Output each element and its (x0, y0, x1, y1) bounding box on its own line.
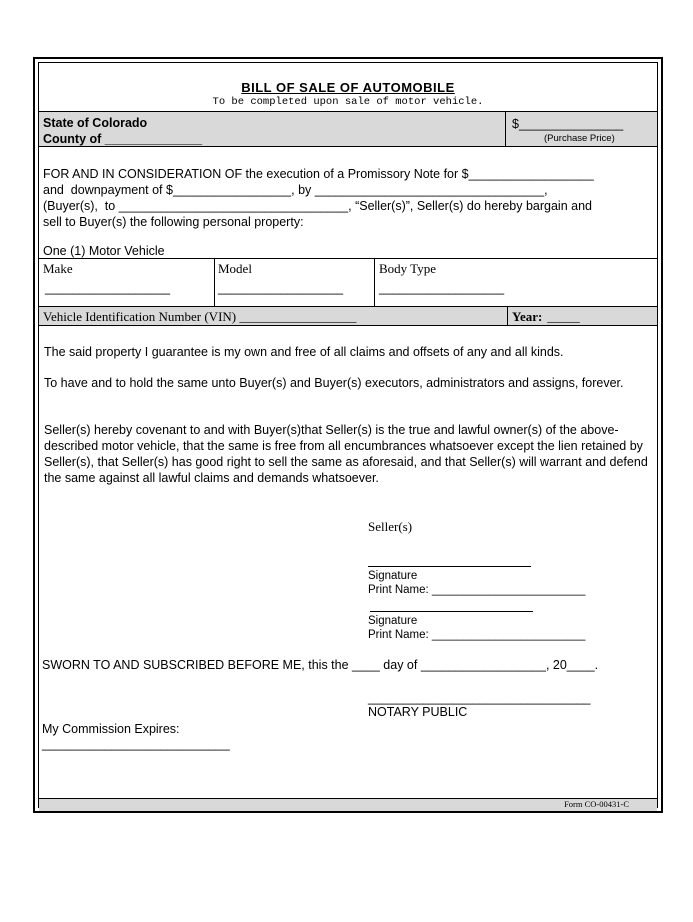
seller-2-signature-line[interactable] (370, 611, 533, 612)
vin-field[interactable]: Vehicle Identification Number (VIN) __________________ (43, 309, 357, 324)
form-title: BILL OF SALE OF AUTOMOBILE (241, 80, 455, 95)
form-inner-border (38, 62, 658, 808)
consideration-line-3: (Buyer(s), to _________________________________, “Seller(s)”, Seller(s) do hereby bargain and (43, 199, 592, 213)
divider (39, 306, 657, 307)
model-label: Model (218, 261, 252, 276)
year-label: Year: (512, 309, 543, 324)
notary-signature-line[interactable]: ________________________________ (368, 691, 591, 705)
consideration-line-4: sell to Buyer(s) the following personal property: (43, 215, 304, 229)
divider (39, 258, 657, 259)
divider (507, 307, 508, 325)
model-field[interactable]: __________________ (218, 281, 344, 295)
form-outer-border (33, 57, 663, 813)
sellers-label: Seller(s) (368, 519, 413, 534)
form-subtitle: To be completed upon sale of motor vehicle. (212, 96, 484, 108)
habendum-paragraph: To have and to hold the same unto Buyer(s) and Buyer(s) executors, administrators and assigns, forever. (44, 376, 624, 390)
seller-1-signature-line[interactable] (368, 566, 531, 567)
consideration-line-2: and downpayment of $_________________, by _________________________________, (43, 183, 548, 197)
make-field[interactable]: __________________ (45, 281, 171, 295)
divider (39, 111, 657, 112)
commission-expires-field[interactable]: ___________________________ (42, 737, 230, 751)
commission-expires-label: My Commission Expires: (42, 722, 180, 736)
seller-1-signature-label: Signature (368, 570, 418, 582)
divider (39, 146, 657, 147)
consideration-line-1: FOR AND IN CONSIDERATION OF the execution of a Promissory Note for $__________________ (43, 167, 594, 181)
purchase-price-label: (Purchase Price) (544, 133, 615, 144)
make-label: Make (43, 261, 73, 276)
body-type-field[interactable]: __________________ (379, 281, 505, 295)
divider (214, 258, 215, 306)
state-label: State of Colorado (43, 116, 148, 130)
notary-public-label: NOTARY PUBLIC (368, 705, 468, 719)
purchase-price-field[interactable]: $_______________ (512, 117, 624, 131)
form-id: Form CO-00431-C (564, 799, 629, 809)
year-field[interactable]: _____ (544, 309, 580, 324)
county-field[interactable]: County of ______________ (43, 132, 203, 146)
sworn-statement: SWORN TO AND SUBSCRIBED BEFORE ME, this the ____ day of __________________, 20____. (42, 658, 599, 672)
guarantee-paragraph: The said property I guarantee is my own and free of all claims and offsets of any and all kinds. (44, 345, 564, 359)
seller-2-signature-label: Signature (368, 615, 418, 627)
seller-1-print-name[interactable]: Print Name: ________________________ (368, 584, 586, 596)
vehicle-heading: One (1) Motor Vehicle (43, 244, 165, 258)
divider (505, 112, 506, 146)
seller-2-print-name[interactable]: Print Name: ________________________ (368, 629, 586, 641)
divider (374, 258, 375, 306)
divider (39, 325, 657, 326)
body-type-label: Body Type (379, 261, 436, 276)
covenant-paragraph: Seller(s) hereby covenant to and with Buyer(s)that Seller(s) is the true and lawful owner(s) of the above-described motor vehicle, that the same is free from all encumbrances whatsoever except the lien retained by Seller(s), that Seller(s) has good right to sell the same as aforesaid, and that Seller(s) will warrant and defend the same against all lawful claims and demands whatsoever. (44, 423, 648, 485)
